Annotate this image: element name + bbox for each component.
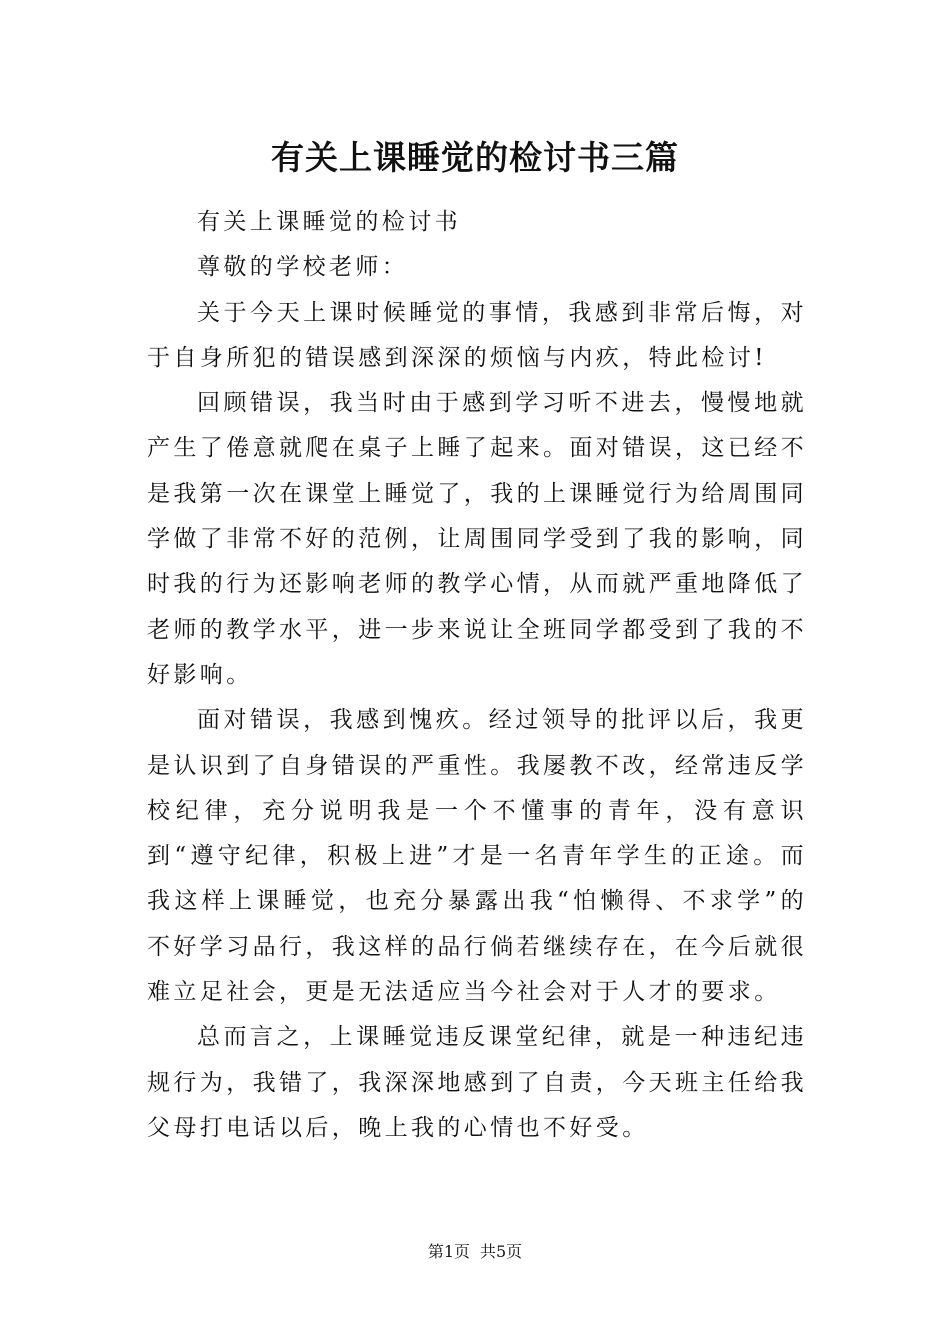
page-total: 共5页 <box>480 1242 523 1261</box>
document-body <box>147 200 807 1151</box>
paragraph-conclusion: 总而言之，上课睡觉违反课堂纪律，就是一种违纪违规行为，我错了，我深深地感到了自责，今天班主任给我父母打电话以后，晚上我的心情也不好受。 <box>147 1024 807 1141</box>
document-title: 有关上课睡觉的检讨书三篇 <box>271 138 679 177</box>
paragraph-salutation: 尊敬的学校老师： <box>197 254 409 281</box>
paragraph-reflection: 面对错误，我感到愧疚。经过领导的批评以后，我更是认识到了自身错误的严重性。我屡教不改，经常违反学校纪律，充分说明我是一个不懂事的青年，没有意识到“遵守纪律，积极上进”才是一名青年学生的正途。而我这样上课睡觉，也充分暴露出我“怕懒得、不求学”的不好学习品行，我这样的品行倘若继续存在，在今后就很难立足社会，更是无法适应当今社会对于人才的要求。 <box>147 707 807 1006</box>
paragraph-opening: 关于今天上课时候睡觉的事情，我感到非常后悔，对于自身所犯的错误感到深深的烦恼与内疚，特此检讨! <box>147 299 807 371</box>
paragraph-review: 回顾错误，我当时由于感到学习听不进去，慢慢地就产生了倦意就爬在桌子上睡了起来。面对错误，这已经不是我第一次在课堂上睡觉了，我的上课睡觉行为给周围同学做了非常不好的范例，让周围同学受到了我的影响，同时我的行为还影响老师的教学心情，从而就严重地降低了老师的教学水平，进一步来说让全班同学都受到了我的不好影响。 <box>147 390 807 688</box>
page-number: 第1页 <box>427 1242 470 1261</box>
page-footer <box>0 1240 950 1264</box>
paragraph-subtitle: 有关上课睡觉的检讨书 <box>197 209 461 235</box>
